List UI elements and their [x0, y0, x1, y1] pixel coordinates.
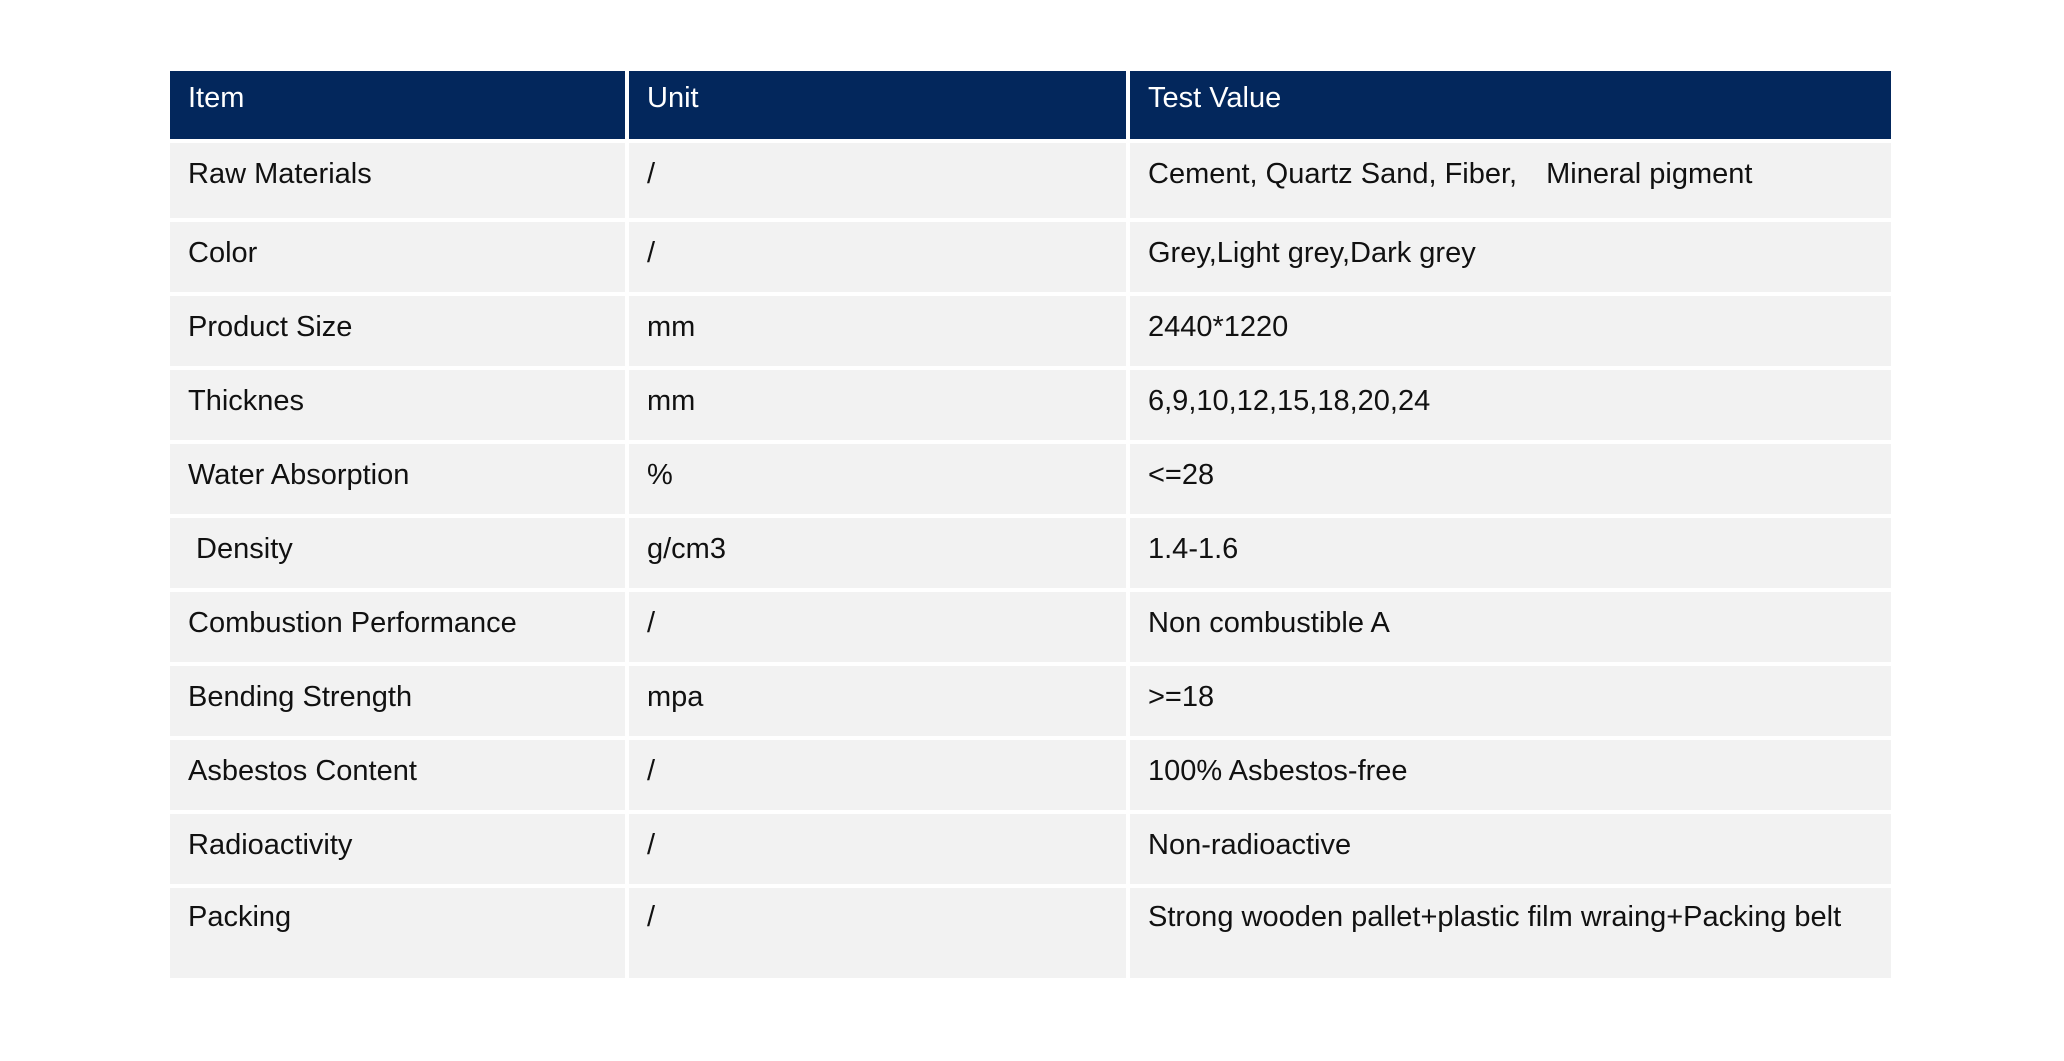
- table-row: [170, 143, 1891, 218]
- cell-unit: /: [629, 143, 1126, 218]
- cell-item: Density: [170, 518, 625, 588]
- cell-item: Product Size: [170, 296, 625, 366]
- cell-test-value: Grey,Light grey,Dark grey: [1130, 222, 1891, 292]
- cell-item: Water Absorption: [170, 444, 625, 514]
- cell-unit: mm: [629, 296, 1126, 366]
- cell-test-value: 2440*1220: [1130, 296, 1891, 366]
- header-row: [170, 71, 1891, 139]
- cell-unit: /: [629, 222, 1126, 292]
- table-row: [170, 592, 1891, 662]
- cell-test-value: Cement, Quartz Sand, Fiber, Mineral pigment: [1130, 143, 1891, 218]
- table-row: [170, 370, 1891, 440]
- cell-item: Raw Materials: [170, 143, 625, 218]
- table-row: [170, 888, 1891, 978]
- cell-test-value: Non combustible A: [1130, 592, 1891, 662]
- table-row: [170, 666, 1891, 736]
- cell-test-value: 6,9,10,12,15,18,20,24: [1130, 370, 1891, 440]
- spec-table: [166, 67, 1895, 982]
- cell-test-value: >=18: [1130, 666, 1891, 736]
- cell-unit: mm: [629, 370, 1126, 440]
- table-row: [170, 814, 1891, 884]
- cell-item: Radioactivity: [170, 814, 625, 884]
- header-test-value: Test Value: [1130, 71, 1891, 139]
- cell-test-value: <=28: [1130, 444, 1891, 514]
- cell-unit: /: [629, 740, 1126, 810]
- cell-item: Color: [170, 222, 625, 292]
- cell-item: Packing: [170, 888, 625, 978]
- cell-unit: /: [629, 814, 1126, 884]
- table-row: [170, 740, 1891, 810]
- cell-test-value: Non-radioactive: [1130, 814, 1891, 884]
- cell-test-value: Strong wooden pallet+plastic film wraing+Packing belt: [1130, 888, 1891, 978]
- cell-unit: /: [629, 888, 1126, 978]
- header-item: Item: [170, 71, 625, 139]
- cell-test-value: 100% Asbestos-free: [1130, 740, 1891, 810]
- cell-unit: g/cm3: [629, 518, 1126, 588]
- cell-unit: /: [629, 592, 1126, 662]
- table-header: [170, 71, 1891, 139]
- table-row: [170, 222, 1891, 292]
- table-row: [170, 444, 1891, 514]
- table-row: [170, 518, 1891, 588]
- cell-item: Combustion Performance: [170, 592, 625, 662]
- cell-test-value: 1.4-1.6: [1130, 518, 1891, 588]
- cell-item: Bending Strength: [170, 666, 625, 736]
- table-row: [170, 296, 1891, 366]
- cell-item: Asbestos Content: [170, 740, 625, 810]
- cell-unit: %: [629, 444, 1126, 514]
- header-unit: Unit: [629, 71, 1126, 139]
- cell-item: Thicknes: [170, 370, 625, 440]
- cell-unit: mpa: [629, 666, 1126, 736]
- table-body: [170, 143, 1891, 978]
